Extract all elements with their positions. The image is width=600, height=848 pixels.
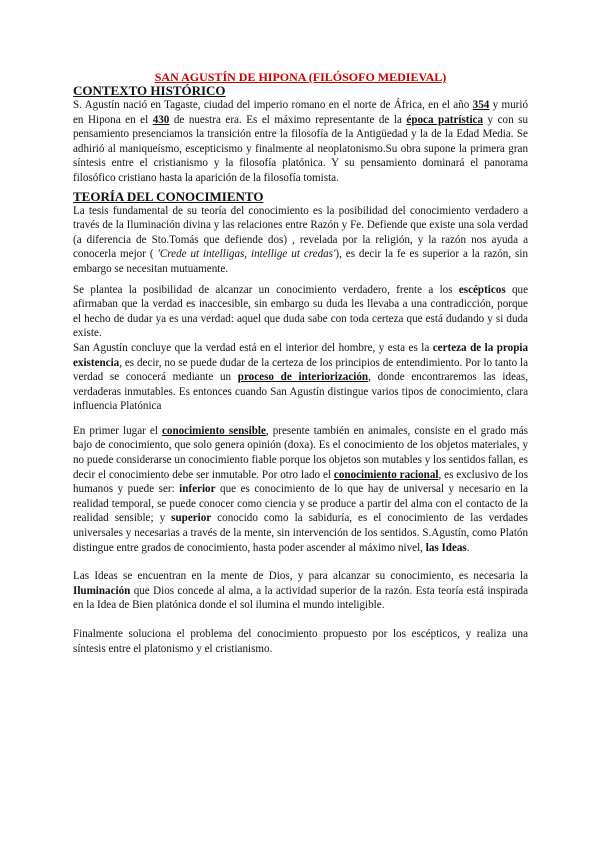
illumination-term: Iluminación: [73, 584, 131, 597]
text-run: que Dios concede al alma, a la actividad superior de la razón. Esta teoría está inspirada en la Idea de Bien platónica donde el sol ilumina el mundo inteligible.: [73, 584, 528, 612]
text-run: Las Ideas se encuentran en la mente de Dios, y para alcanzar su conocimiento, es necesaria la: [73, 570, 528, 583]
text-run: ), es decir la fe es superior a la razón, sin embargo se necesitan mutuamente.: [73, 248, 528, 275]
interiorization-term: proceso de interiorización: [237, 371, 369, 384]
theory-heading: TEORÍA DEL CONOCIMIENTO: [73, 188, 264, 204]
text-run: San Agustín concluye que la verdad está en el interior del hombre, y esta es la: [73, 341, 433, 354]
epoch-term: época patrística: [406, 113, 484, 126]
inferior-term: inferior: [179, 483, 216, 496]
context-heading: CONTEXTO HISTÓRICO: [73, 83, 226, 98]
death-year: 430: [152, 113, 170, 126]
birth-year: 354: [472, 99, 490, 111]
document-page: [73, 70, 528, 656]
theory-paragraph-4: [73, 424, 528, 555]
ideas-term: las Ideas: [425, 541, 467, 554]
theory-paragraph-3: [73, 341, 528, 414]
theory-paragraph-5: [73, 569, 528, 613]
text-run: En primer lugar el: [73, 424, 162, 437]
rational-term: conocimiento racional: [333, 468, 439, 481]
text-run: que afirmaban que la verdad es inaccesible, sin embargo su duda les llevaba a una contradicción, porque el hecho de dudar ya es una verdad: aquel que duda sabe con toda certeza que está dudando y si duda existe.: [73, 283, 528, 340]
theory-paragraph-2: [73, 283, 528, 341]
text-run: conocido como la sabiduría, es el conocimiento de las verdades universales y necesarias a través de la mente, sin intervención de los sentidos. S.Agustín, como Platón distingue entre grados de conocimiento, hasta poder ascender al máximo nivel,: [73, 512, 528, 554]
sceptics-term: escépticos: [458, 283, 506, 296]
theory-paragraph-6: Finalmente soluciona el problema del conocimiento propuesto por los escépticos, y realiza una síntesis entre el platonismo y el cristianismo.: [73, 628, 528, 655]
text-run: , es decir, no se puede dudar de la certeza de los principios de entendimiento. Por lo tanto la verdad se conocerá mediante un: [73, 356, 528, 384]
text-run: y con su pensamiento presenciamos la transición entre la filosofía de la Antigüedad y la de la Edad Media. Se adhirió al maniqueísmo, escepticismo y finalmente al neoplatonismo.Su obra supone la primera gran síntesis entre el cristianismo y la filosofía platónica. Y su pensamiento dominará el panorama filosófico cristiano hasta la aparición de la filosofía tomista.: [73, 113, 529, 184]
text-run: , donde encontraremos las ideas, verdaderas inmutables. Es entonces cuando San Agustín distingue varios tipos de conocimiento, clara influencia Platónica: [73, 371, 529, 413]
text-run: Se plantea la posibilidad de alcanzar un conocimiento verdadero, frente a los: [73, 283, 459, 296]
text-run: , presente también en animales, consiste en el grado más bajo de conocimiento, que solo genera opinión (doxa). Es el conocimiento de los objetos materiales, y no puede considerarse un conocimiento fiable porque los objetos son mutables y los sentidos fallan, es decir el conocimiento debe ser inmutable. Por otro lado el: [73, 424, 528, 481]
text-run: .: [466, 541, 470, 554]
text-run: , es exclusivo de los humanos y puede ser:: [73, 468, 529, 496]
text-run: de nuestra era. Es el máximo representante de la: [169, 113, 407, 126]
text-run: y murió en Hipona en el: [73, 99, 528, 126]
text-run: que es conocimiento de lo que hay de universal y necesario en la realidad temporal, se puede conocer como ciencia y se produce a partir del alma con el contacto de la realidad sensible; y: [73, 483, 528, 525]
context-paragraph: [73, 98, 528, 186]
theory-paragraph-1: [73, 204, 528, 277]
text-run: S. Agustín nació en Tagaste, ciudad del imperio romano en el norte de África, en el año: [73, 99, 473, 111]
latin-quote: 'Crede ut intelligas, intellige ut credas': [157, 248, 336, 261]
superior-term: superior: [171, 512, 212, 525]
document-title: SAN AGUSTÍN DE HIPONA (FILÓSOFO MEDIEVAL): [154, 70, 447, 84]
certainty-term: certeza de la propia existencia: [73, 341, 528, 369]
text-run: La tesis fundamental de su teoría del conocimiento es la posibilidad del conocimiento verdadero a través de la Iluminación divina y las relaciones entre Razón y Fe. Defiende que existe una sola verdad (a diferencia de Sto.Tomás que defiende dos) , revelada por la religión, y la razón nos ayuda a conocerla mejor (: [73, 204, 528, 261]
sensible-term: conocimiento sensible: [161, 424, 266, 437]
